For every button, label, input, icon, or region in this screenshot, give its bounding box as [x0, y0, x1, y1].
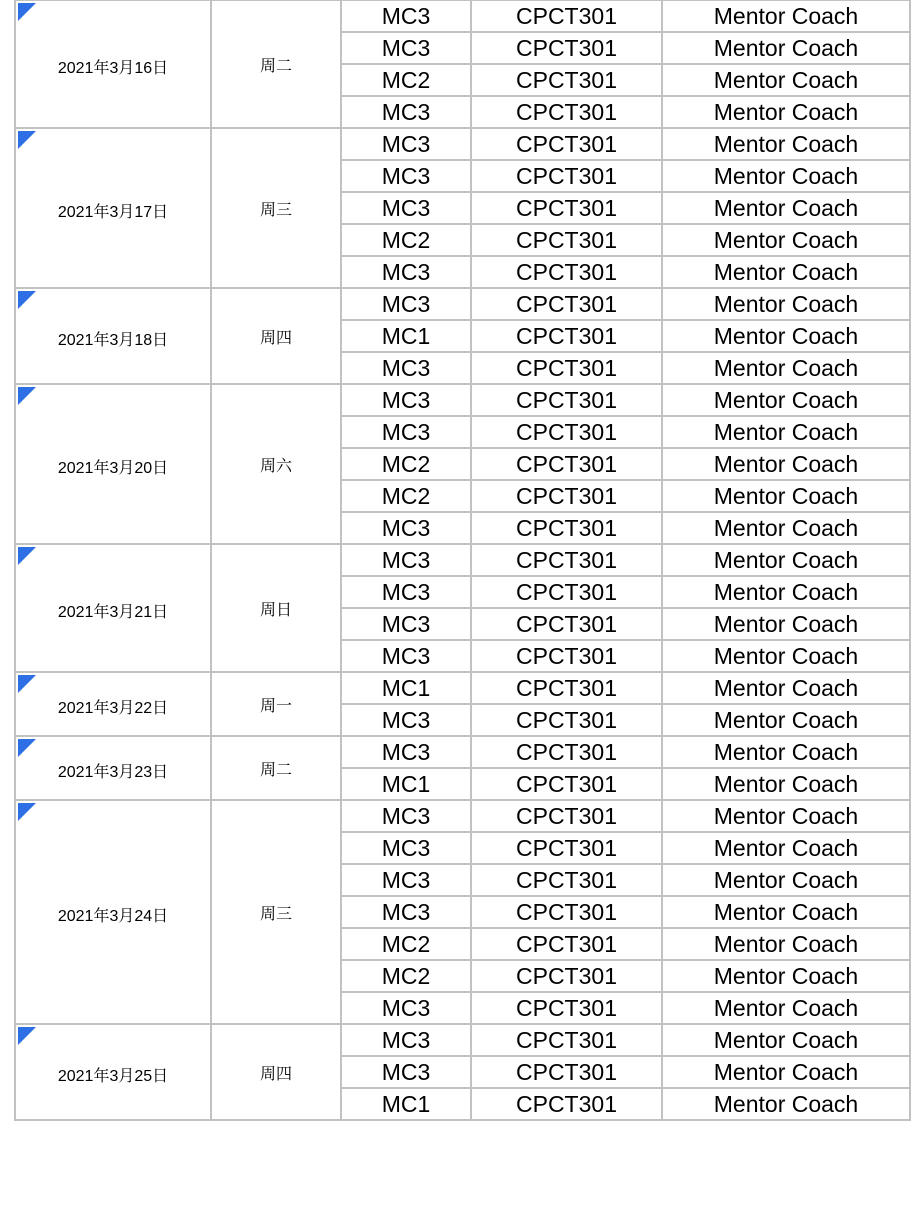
schedule-table [14, 0, 911, 1121]
level-code-cell[interactable]: MC3 [341, 32, 471, 64]
course-code-cell[interactable]: CPCT301 [471, 1024, 662, 1056]
table-row [15, 800, 910, 832]
date-text: 2021年3月16日 [57, 59, 169, 77]
table-row [15, 128, 910, 160]
role-cell[interactable]: Mentor Coach [662, 96, 910, 128]
course-code-cell[interactable]: CPCT301 [471, 192, 662, 224]
course-code-cell[interactable]: CPCT301 [471, 128, 662, 160]
level-code-cell[interactable]: MC3 [341, 1024, 471, 1056]
role-cell[interactable]: Mentor Coach [662, 352, 910, 384]
course-code-cell[interactable]: CPCT301 [471, 352, 662, 384]
weekday-cell[interactable]: 周六 [211, 384, 341, 544]
level-code-cell[interactable]: MC1 [341, 320, 471, 352]
role-cell[interactable]: Mentor Coach [662, 0, 910, 32]
date-cell[interactable] [15, 1024, 211, 1120]
level-code-cell[interactable]: MC3 [341, 416, 471, 448]
role-cell[interactable]: Mentor Coach [662, 704, 910, 736]
role-cell[interactable]: Mentor Coach [662, 864, 910, 896]
course-code-cell[interactable]: CPCT301 [471, 640, 662, 672]
level-code-cell[interactable]: MC3 [341, 544, 471, 576]
level-code-cell[interactable]: MC3 [341, 576, 471, 608]
role-cell[interactable]: Mentor Coach [662, 736, 910, 768]
weekday-cell[interactable]: 周三 [211, 128, 341, 288]
schedule-table-body [15, 0, 910, 1120]
table-row [15, 672, 910, 704]
role-cell[interactable]: Mentor Coach [662, 928, 910, 960]
date-text: 2021年3月24日 [57, 907, 169, 925]
date-cell[interactable] [15, 128, 211, 288]
course-code-cell[interactable]: CPCT301 [471, 800, 662, 832]
role-cell[interactable]: Mentor Coach [662, 128, 910, 160]
role-cell[interactable]: Mentor Coach [662, 992, 910, 1024]
date-cell[interactable] [15, 800, 211, 1024]
role-cell[interactable]: Mentor Coach [662, 160, 910, 192]
course-code-cell[interactable]: CPCT301 [471, 416, 662, 448]
date-text: 2021年3月22日 [57, 699, 169, 717]
course-code-cell[interactable]: CPCT301 [471, 896, 662, 928]
date-cell[interactable] [15, 544, 211, 672]
date-text: 2021年3月25日 [57, 1067, 169, 1085]
level-code-cell[interactable]: MC3 [341, 256, 471, 288]
table-row [15, 544, 910, 576]
course-code-cell[interactable]: CPCT301 [471, 160, 662, 192]
course-code-cell[interactable]: CPCT301 [471, 96, 662, 128]
weekday-cell[interactable]: 周四 [211, 288, 341, 384]
course-code-cell[interactable]: CPCT301 [471, 832, 662, 864]
level-code-cell[interactable]: MC2 [341, 64, 471, 96]
role-cell[interactable]: Mentor Coach [662, 288, 910, 320]
level-code-cell[interactable]: MC3 [341, 608, 471, 640]
course-code-cell[interactable]: CPCT301 [471, 256, 662, 288]
course-code-cell[interactable]: CPCT301 [471, 448, 662, 480]
level-code-cell[interactable]: MC3 [341, 512, 471, 544]
table-row [15, 1024, 910, 1056]
date-cell[interactable] [15, 736, 211, 800]
course-code-cell[interactable]: CPCT301 [471, 288, 662, 320]
role-cell[interactable]: Mentor Coach [662, 320, 910, 352]
role-cell[interactable]: Mentor Coach [662, 512, 910, 544]
level-code-cell[interactable]: MC3 [341, 160, 471, 192]
role-cell[interactable]: Mentor Coach [662, 800, 910, 832]
course-code-cell[interactable]: CPCT301 [471, 672, 662, 704]
course-code-cell[interactable]: CPCT301 [471, 224, 662, 256]
date-cell[interactable] [15, 672, 211, 736]
date-text: 2021年3月23日 [57, 763, 169, 781]
role-cell[interactable]: Mentor Coach [662, 1024, 910, 1056]
role-cell[interactable]: Mentor Coach [662, 608, 910, 640]
role-cell[interactable]: Mentor Coach [662, 896, 910, 928]
weekday-cell[interactable]: 周二 [211, 736, 341, 800]
level-code-cell[interactable]: MC1 [341, 768, 471, 800]
level-code-cell[interactable]: MC3 [341, 96, 471, 128]
level-code-cell[interactable]: MC3 [341, 704, 471, 736]
level-code-cell[interactable]: MC3 [341, 832, 471, 864]
course-code-cell[interactable]: CPCT301 [471, 736, 662, 768]
level-code-cell[interactable]: MC3 [341, 640, 471, 672]
role-cell[interactable]: Mentor Coach [662, 480, 910, 512]
course-code-cell[interactable]: CPCT301 [471, 576, 662, 608]
comment-flag-icon [18, 3, 36, 21]
role-cell[interactable]: Mentor Coach [662, 640, 910, 672]
role-cell[interactable]: Mentor Coach [662, 544, 910, 576]
comment-flag-icon [18, 387, 36, 405]
table-row [15, 736, 910, 768]
level-code-cell[interactable]: MC2 [341, 928, 471, 960]
course-code-cell[interactable]: CPCT301 [471, 1088, 662, 1120]
level-code-cell[interactable]: MC2 [341, 448, 471, 480]
comment-flag-icon [18, 291, 36, 309]
level-code-cell[interactable]: MC1 [341, 672, 471, 704]
course-code-cell[interactable]: CPCT301 [471, 992, 662, 1024]
role-cell[interactable]: Mentor Coach [662, 1056, 910, 1088]
role-cell[interactable]: Mentor Coach [662, 1088, 910, 1120]
comment-flag-icon [18, 547, 36, 565]
role-cell[interactable]: Mentor Coach [662, 448, 910, 480]
course-code-cell[interactable]: CPCT301 [471, 704, 662, 736]
role-cell[interactable]: Mentor Coach [662, 768, 910, 800]
course-code-cell[interactable]: CPCT301 [471, 768, 662, 800]
table-row [15, 384, 910, 416]
level-code-cell[interactable]: MC3 [341, 992, 471, 1024]
level-code-cell[interactable]: MC2 [341, 960, 471, 992]
date-cell[interactable] [15, 384, 211, 544]
weekday-cell[interactable]: 周一 [211, 672, 341, 736]
table-row [15, 288, 910, 320]
table-row [15, 0, 910, 32]
comment-flag-icon [18, 675, 36, 693]
date-cell[interactable] [15, 288, 211, 384]
course-code-cell[interactable]: CPCT301 [471, 608, 662, 640]
level-code-cell[interactable]: MC3 [341, 352, 471, 384]
date-text: 2021年3月21日 [57, 603, 169, 621]
course-code-cell[interactable]: CPCT301 [471, 320, 662, 352]
course-code-cell[interactable]: CPCT301 [471, 32, 662, 64]
course-code-cell[interactable]: CPCT301 [471, 544, 662, 576]
date-text: 2021年3月18日 [57, 331, 169, 349]
level-code-cell[interactable]: MC3 [341, 0, 471, 32]
date-text: 2021年3月20日 [57, 459, 169, 477]
level-code-cell[interactable]: MC3 [341, 288, 471, 320]
course-code-cell[interactable]: CPCT301 [471, 864, 662, 896]
level-code-cell[interactable]: MC2 [341, 224, 471, 256]
role-cell[interactable]: Mentor Coach [662, 672, 910, 704]
course-code-cell[interactable]: CPCT301 [471, 928, 662, 960]
role-cell[interactable]: Mentor Coach [662, 256, 910, 288]
level-code-cell[interactable]: MC2 [341, 480, 471, 512]
role-cell[interactable]: Mentor Coach [662, 832, 910, 864]
level-code-cell[interactable]: MC3 [341, 864, 471, 896]
level-code-cell[interactable]: MC3 [341, 800, 471, 832]
date-cell[interactable] [15, 0, 211, 128]
level-code-cell[interactable]: MC3 [341, 736, 471, 768]
level-code-cell[interactable]: MC3 [341, 1056, 471, 1088]
comment-flag-icon [18, 739, 36, 757]
weekday-cell[interactable]: 周四 [211, 1024, 341, 1120]
role-cell[interactable]: Mentor Coach [662, 576, 910, 608]
comment-flag-icon [18, 131, 36, 149]
date-text: 2021年3月17日 [57, 203, 169, 221]
level-code-cell[interactable]: MC3 [341, 896, 471, 928]
weekday-cell[interactable]: 周三 [211, 800, 341, 1024]
role-cell[interactable]: Mentor Coach [662, 224, 910, 256]
level-code-cell[interactable]: MC3 [341, 384, 471, 416]
comment-flag-icon [18, 1027, 36, 1045]
level-code-cell[interactable]: MC3 [341, 192, 471, 224]
role-cell[interactable]: Mentor Coach [662, 384, 910, 416]
course-code-cell[interactable]: CPCT301 [471, 1056, 662, 1088]
course-code-cell[interactable]: CPCT301 [471, 0, 662, 32]
course-code-cell[interactable]: CPCT301 [471, 960, 662, 992]
level-code-cell[interactable]: MC1 [341, 1088, 471, 1120]
role-cell[interactable]: Mentor Coach [662, 960, 910, 992]
comment-flag-icon [18, 803, 36, 821]
level-code-cell[interactable]: MC3 [341, 128, 471, 160]
weekday-cell[interactable]: 周日 [211, 544, 341, 672]
course-code-cell[interactable]: CPCT301 [471, 512, 662, 544]
role-cell[interactable]: Mentor Coach [662, 64, 910, 96]
role-cell[interactable]: Mentor Coach [662, 416, 910, 448]
course-code-cell[interactable]: CPCT301 [471, 384, 662, 416]
weekday-cell[interactable]: 周二 [211, 0, 341, 128]
course-code-cell[interactable]: CPCT301 [471, 64, 662, 96]
course-code-cell[interactable]: CPCT301 [471, 480, 662, 512]
role-cell[interactable]: Mentor Coach [662, 192, 910, 224]
schedule-table-container [14, 0, 909, 1121]
role-cell[interactable]: Mentor Coach [662, 32, 910, 64]
